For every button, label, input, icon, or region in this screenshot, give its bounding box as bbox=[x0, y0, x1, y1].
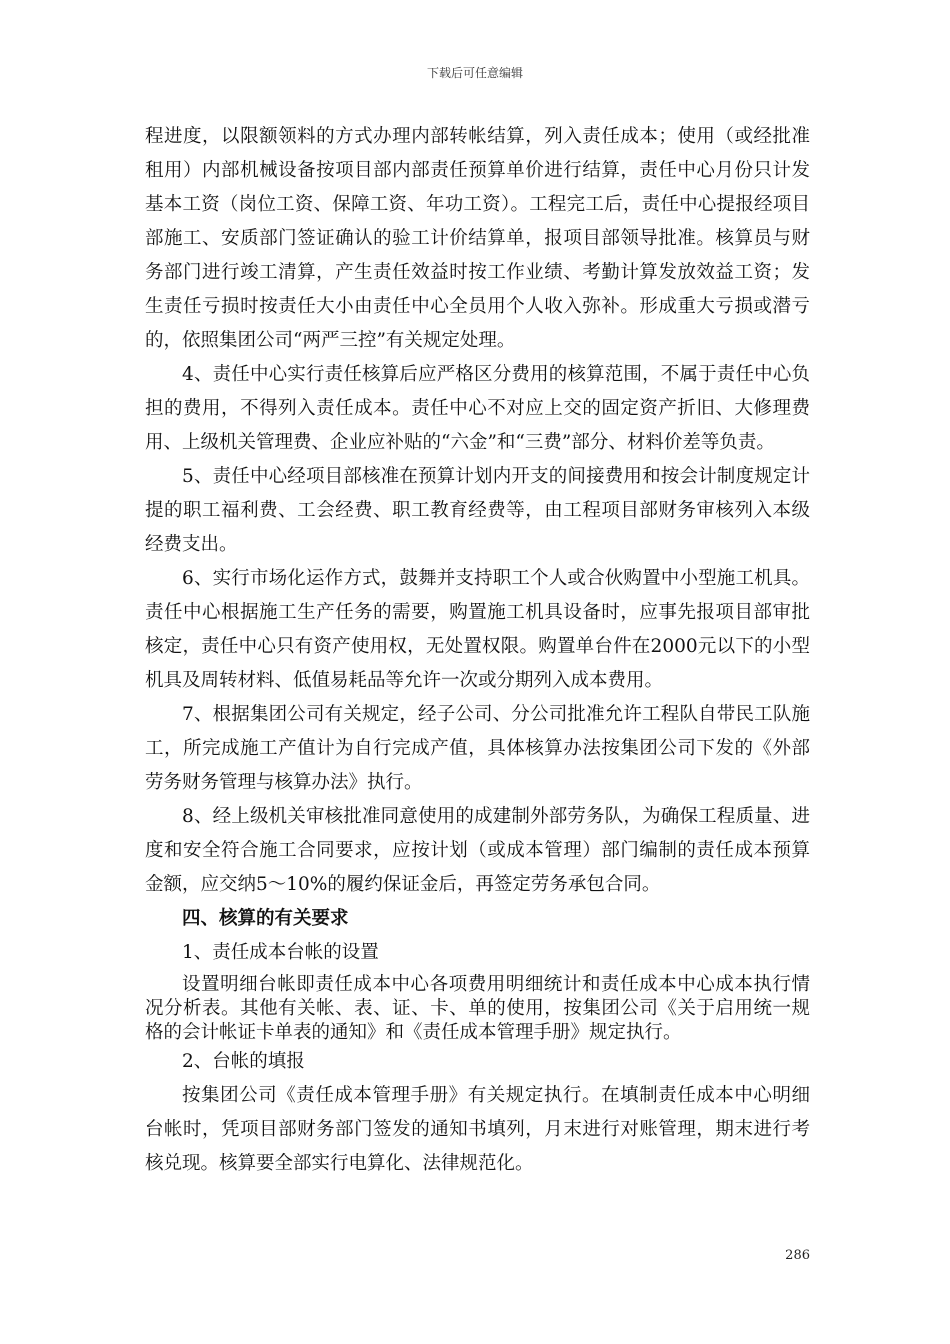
paragraph-item-8: 8、经上级机关审核批准同意使用的成建制外部劳务队，为确保工程质量、进度和安全符合施工合同要求，应按计划（或成本管理）部门编制的责任成本预算金额，应交纳5～10%的履约保证金后，再签定劳务承包合同。 bbox=[145, 806, 810, 895]
subsection-title-1: 1、责任成本台帐的设置 bbox=[182, 942, 379, 963]
paragraph-item-6: 6、实行市场化运作方式，鼓舞并支持职工个人或合伙购置中小型施工机具。责任中心根据施工生产任务的需要，购置施工机具设备时，应事先报项目部审批核定，责任中心只有资产使用权，无处置权限。购置单台件在2000元以下的小型机具及周转材料、低值易耗品等允许一次或分期列入成本费用。 bbox=[145, 568, 810, 691]
section-heading: 四、核算的有关要求 bbox=[182, 908, 349, 929]
paragraph-continued: 程进度，以限额领料的方式办理内部转帐结算，列入责任成本；使用（或经批准租用）内部机械设备按项目部内部责任预算单价进行结算，责任中心月份只计发基本工资（岗位工资、保障工资、年功工资）。工程完工后，责任中心提报经项目部施工、安质部门签证确认的验工计价结算单，报项目部领导批准。核算员与财务部门进行竣工清算，产生责任效益时按工作业绩、考勤计算发放效益工资；发生责任亏损时按责任大小由责任中心全员用个人收入弥补。形成重大亏损或潜亏的，依照集团公司“两严三控”有关规定处理。 bbox=[145, 126, 810, 351]
paragraph-item-7: 7、根据集团公司有关规定，经子公司、分公司批准允许工程队自带民工队施工，所完成施工产值计为自行完成产值，具体核算办法按集团公司下发的《外部劳务财务管理与核算办法》执行。 bbox=[145, 704, 810, 793]
page-header: 下载后可任意编辑 bbox=[426, 66, 523, 80]
document-body bbox=[145, 120, 810, 1181]
subsection-text-2: 按集团公司《责任成本管理手册》有关规定执行。在填制责任成本中心明细台帐时，凭项目部财务部门签发的通知书填列，月末进行对账管理，期末进行考核兑现。核算要全部实行电算化、法律规范化。 bbox=[145, 1085, 810, 1174]
subsection-title-2: 2、台帐的填报 bbox=[182, 1051, 305, 1072]
paragraph-item-5: 5、责任中心经项目部核准在预算计划内开支的间接费用和按会计制度规定计提的职工福利费、工会经费、职工教育经费等，由工程项目部财务审核列入本级经费支出。 bbox=[145, 466, 810, 555]
page-number: 286 bbox=[785, 1248, 810, 1263]
paragraph-item-4: 4、责任中心实行责任核算后应严格区分费用的核算范围，不属于责任中心负担的费用，不得列入责任成本。责任中心不对应上交的固定资产折旧、大修理费用、上级机关管理费、企业应补贴的“六金”和“三费”部分、材料价差等负责。 bbox=[145, 364, 810, 453]
subsection-text-1: 设置明细台帐即责任成本中心各项费用明细统计和责任成本中心成本执行情况分析表。其他有关帐、表、证、卡、单的使用，按集团公司《关于启用统一规格的会计帐证卡单表的通知》和《责任成本管理手册》规定执行。 bbox=[145, 974, 810, 1043]
